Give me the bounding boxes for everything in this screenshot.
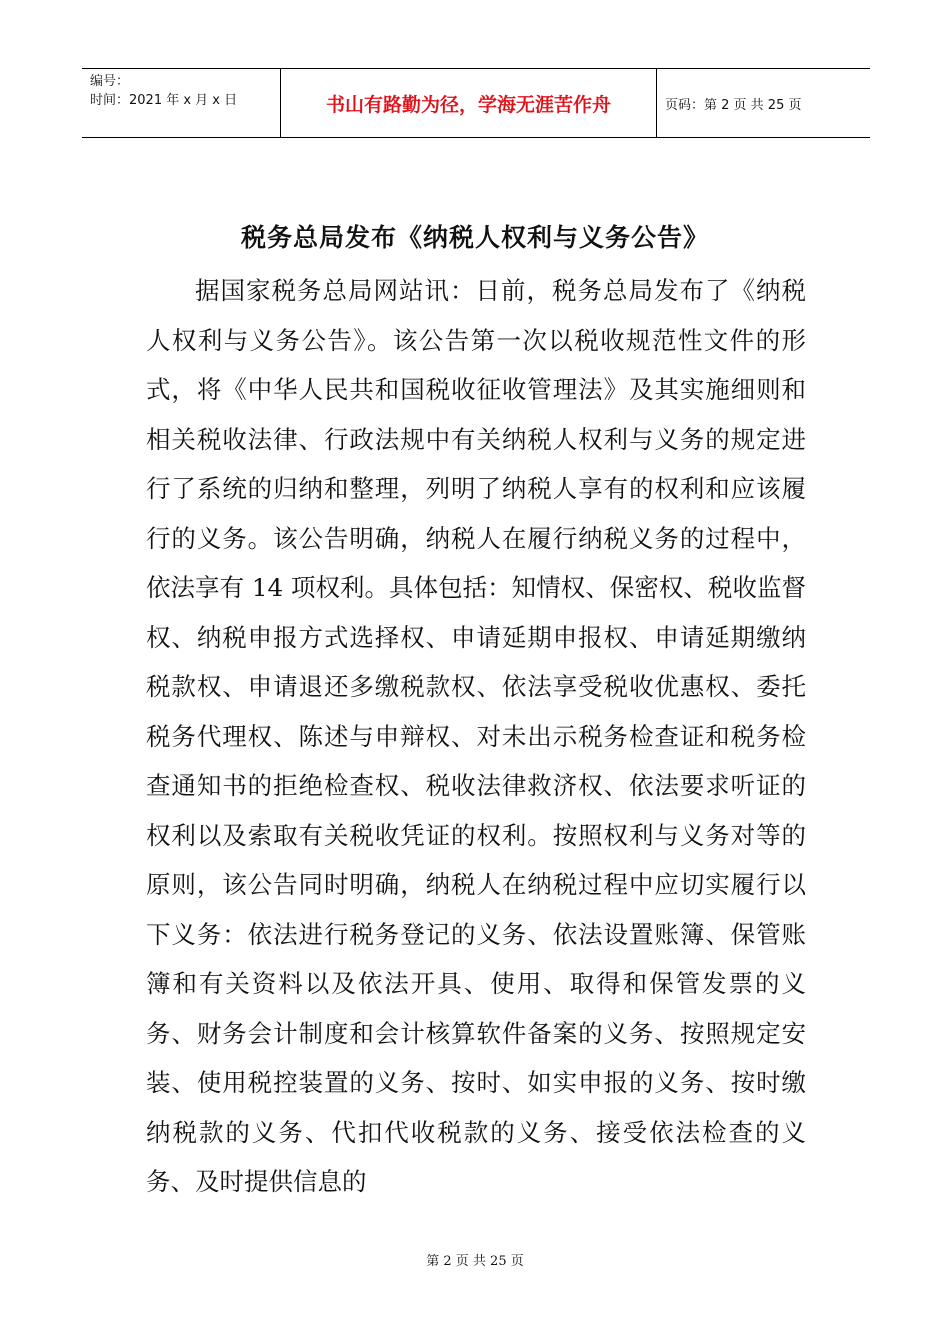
body-paragraph: 据国家税务总局网站讯：日前，税务总局发布了《纳税人权利与义务公告》。该公告第一次以税收规范性文件的形式，将《中华人民共和国税收征收管理法》及其实施细则和相关税收法律、行政法规中有关纳税人权利与义务的规定进行了系统的归纳和整理，列明了纳税人享有的权利和应该履行的义务。该公告明确，纳税人在履行纳税义务的过程中，依法享有 14 项权利。具体包括：知情权、保密权、税收监督权、纳税申报方式选择权、申请延期申报权、申请延期缴纳税款权、申请退还多缴税款权、依法享受税收优惠权、委托税务代理权、陈述与申辩权、对未出示税务检查证和税务检查通知书的拒绝检查权、税收法律救济权、依法要求听证的权利以及索取有关税收凭证的权利。按照权利与义务对等的原则，该公告同时明确，纳税人在纳税过程中应切实履行以下义务：依法进行税务登记的义务、依法设置账簿、保管账簿和有关资料以及依法开具、使用、取得和保管发票的义务、财务会计制度和会计核算软件备案的义务、按照规定安装、使用税控装置的义务、按时、如实申报的义务、按时缴纳税款的义务、代扣代收税款的义务、接受依法检查的义务、及时提供信息的 — [146, 276, 806, 1196]
document-date: 时间：2021 年 x 月 x 日 — [90, 93, 238, 108]
header-page-info: 页码：第 2 页 共 25 页 — [665, 97, 802, 113]
header-motto: 书山有路勤为径，学海无涯苦作舟 — [281, 69, 657, 137]
page-footer: 第 2 页 共 25 页 — [426, 1254, 524, 1269]
document-body — [146, 266, 806, 1207]
document-number-label: 编号： — [90, 74, 130, 89]
header-meta — [82, 69, 281, 137]
document-title: 税务总局发布《纳税人权利与义务公告》 — [240, 223, 709, 252]
page-header — [82, 68, 870, 138]
